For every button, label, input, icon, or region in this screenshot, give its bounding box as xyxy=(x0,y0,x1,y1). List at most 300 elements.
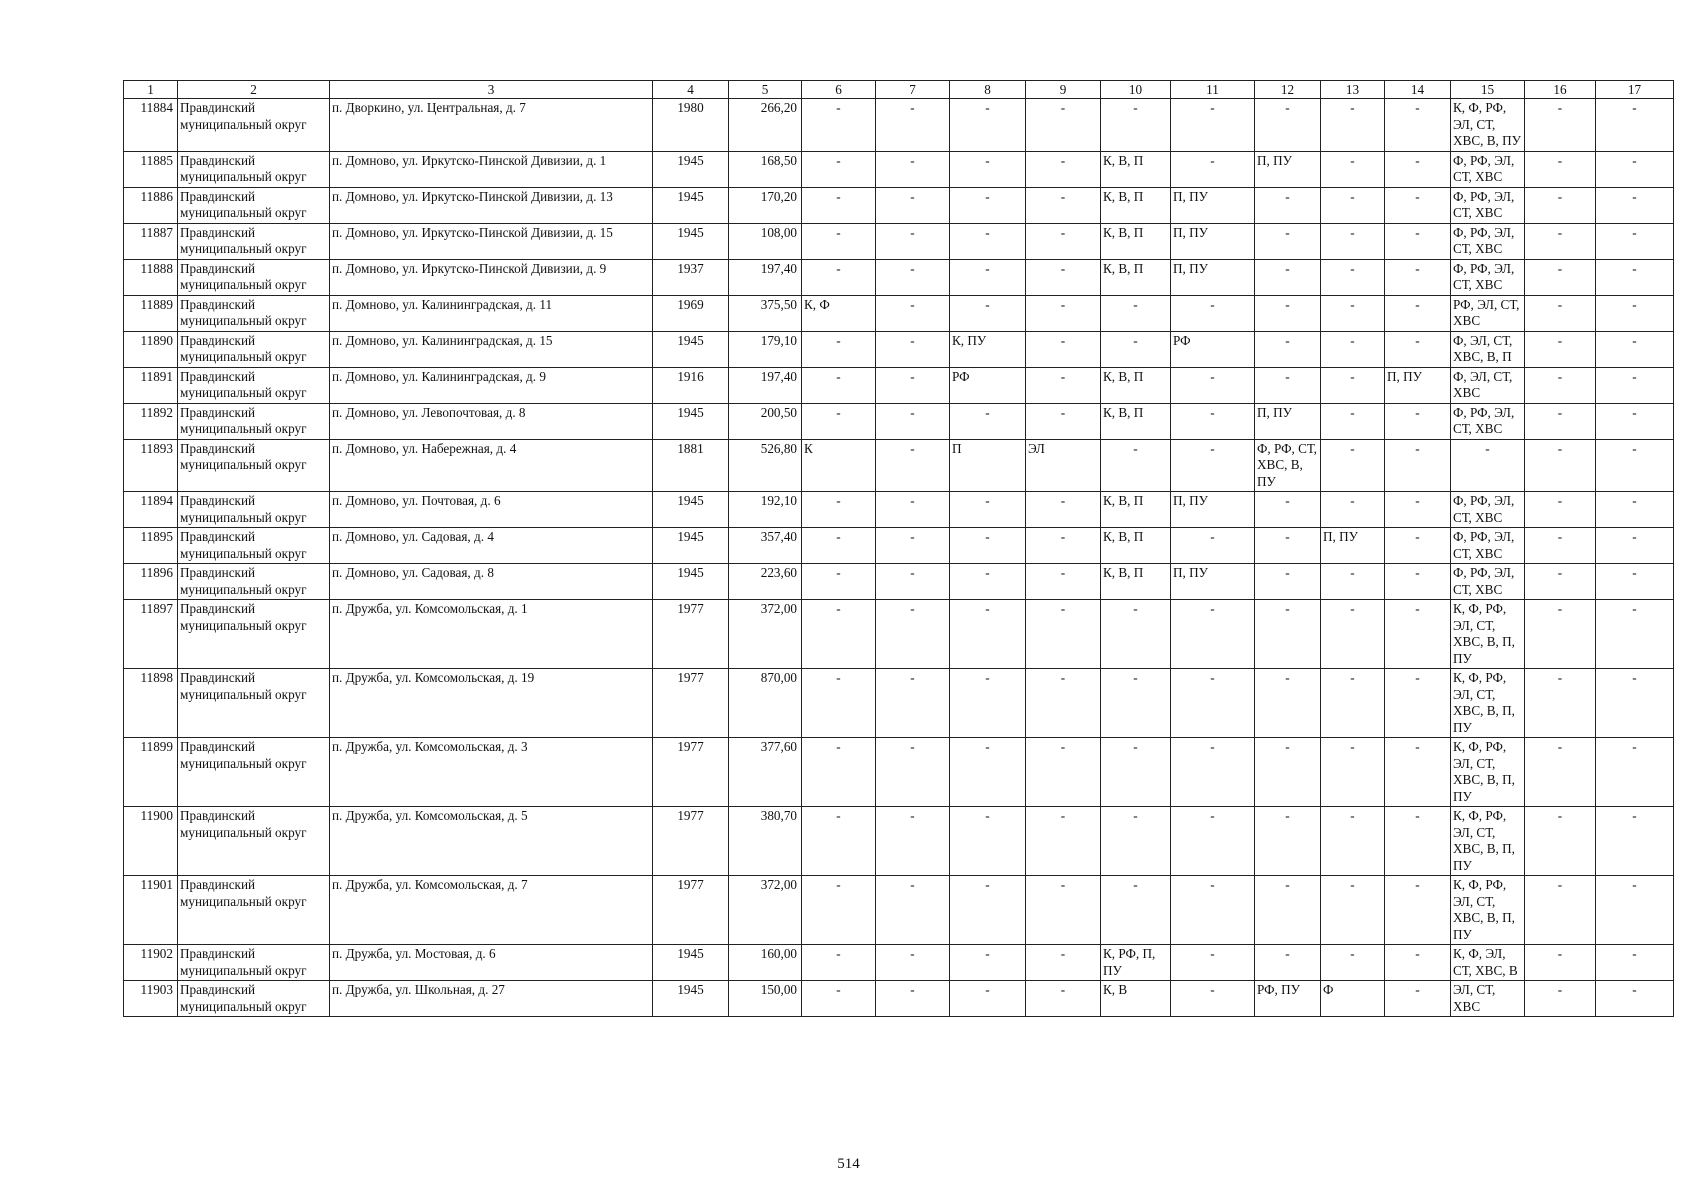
table-row xyxy=(124,981,1674,1017)
cell-col-2: Правдинский муниципальный округ xyxy=(178,439,330,492)
cell-col-9: - xyxy=(1026,403,1101,439)
cell-col-8: - xyxy=(950,295,1026,331)
cell-col-13: - xyxy=(1321,187,1385,223)
cell-col-12: - xyxy=(1255,331,1321,367)
cell-col-2: Правдинский муниципальный округ xyxy=(178,492,330,528)
cell-col-14: - xyxy=(1385,223,1451,259)
cell-col-2: Правдинский муниципальный округ xyxy=(178,528,330,564)
table-body xyxy=(124,99,1674,1017)
cell-col-14: - xyxy=(1385,669,1451,738)
cell-col-16: - xyxy=(1525,99,1596,152)
cell-col-1: 11892 xyxy=(124,403,178,439)
cell-col-12: - xyxy=(1255,367,1321,403)
cell-col-17: - xyxy=(1596,738,1674,807)
column-header-16: 16 xyxy=(1525,81,1596,99)
cell-col-9: - xyxy=(1026,259,1101,295)
cell-col-6: К, Ф xyxy=(802,295,876,331)
cell-col-6: - xyxy=(802,187,876,223)
cell-col-4: 1916 xyxy=(653,367,729,403)
cell-col-15: Ф, РФ, ЭЛ, СТ, ХВС xyxy=(1451,403,1525,439)
cell-col-9: - xyxy=(1026,151,1101,187)
cell-col-5: 372,00 xyxy=(729,600,802,669)
cell-col-17: - xyxy=(1596,223,1674,259)
cell-col-2: Правдинский муниципальный округ xyxy=(178,151,330,187)
cell-col-9: - xyxy=(1026,876,1101,945)
table-row xyxy=(124,738,1674,807)
cell-col-7: - xyxy=(876,981,950,1017)
cell-col-7: - xyxy=(876,528,950,564)
cell-col-11: - xyxy=(1171,738,1255,807)
cell-col-1: 11902 xyxy=(124,945,178,981)
cell-col-13: - xyxy=(1321,807,1385,876)
cell-col-11: - xyxy=(1171,981,1255,1017)
cell-col-8: - xyxy=(950,738,1026,807)
cell-col-2: Правдинский муниципальный округ xyxy=(178,669,330,738)
cell-col-11: РФ xyxy=(1171,331,1255,367)
cell-col-12: - xyxy=(1255,564,1321,600)
cell-col-17: - xyxy=(1596,669,1674,738)
cell-col-1: 11899 xyxy=(124,738,178,807)
header-row xyxy=(124,81,1674,99)
cell-col-11: П, ПУ xyxy=(1171,223,1255,259)
cell-col-13: Ф xyxy=(1321,981,1385,1017)
cell-col-15: К, Ф, РФ, ЭЛ, СТ, ХВС, В, П, ПУ xyxy=(1451,669,1525,738)
cell-col-16: - xyxy=(1525,439,1596,492)
cell-col-10: - xyxy=(1101,331,1171,367)
cell-col-12: - xyxy=(1255,187,1321,223)
cell-col-13: - xyxy=(1321,403,1385,439)
cell-col-15: ЭЛ, СТ, ХВС xyxy=(1451,981,1525,1017)
table-row xyxy=(124,807,1674,876)
cell-col-15: - xyxy=(1451,439,1525,492)
cell-col-11: П, ПУ xyxy=(1171,259,1255,295)
cell-col-1: 11896 xyxy=(124,564,178,600)
cell-col-3: п. Домново, ул. Калининградская, д. 11 xyxy=(330,295,653,331)
cell-col-10: К, В, П xyxy=(1101,187,1171,223)
cell-col-17: - xyxy=(1596,945,1674,981)
column-header-7: 7 xyxy=(876,81,950,99)
cell-col-4: 1977 xyxy=(653,669,729,738)
cell-col-5: 380,70 xyxy=(729,807,802,876)
cell-col-5: 179,10 xyxy=(729,331,802,367)
cell-col-13: - xyxy=(1321,259,1385,295)
cell-col-10: - xyxy=(1101,295,1171,331)
cell-col-17: - xyxy=(1596,403,1674,439)
column-header-1: 1 xyxy=(124,81,178,99)
column-header-5: 5 xyxy=(729,81,802,99)
register-table-container xyxy=(123,80,1673,1017)
cell-col-3: п. Дружба, ул. Комсомольская, д. 7 xyxy=(330,876,653,945)
cell-col-7: - xyxy=(876,738,950,807)
cell-col-17: - xyxy=(1596,151,1674,187)
cell-col-14: - xyxy=(1385,403,1451,439)
cell-col-6: - xyxy=(802,223,876,259)
cell-col-13: - xyxy=(1321,492,1385,528)
table-row xyxy=(124,99,1674,152)
cell-col-12: РФ, ПУ xyxy=(1255,981,1321,1017)
cell-col-4: 1945 xyxy=(653,403,729,439)
cell-col-17: - xyxy=(1596,367,1674,403)
cell-col-17: - xyxy=(1596,600,1674,669)
cell-col-17: - xyxy=(1596,876,1674,945)
cell-col-8: - xyxy=(950,223,1026,259)
cell-col-1: 11889 xyxy=(124,295,178,331)
cell-col-1: 11890 xyxy=(124,331,178,367)
cell-col-13: - xyxy=(1321,600,1385,669)
cell-col-7: - xyxy=(876,151,950,187)
cell-col-10: К, В, П xyxy=(1101,564,1171,600)
cell-col-1: 11886 xyxy=(124,187,178,223)
cell-col-9: - xyxy=(1026,564,1101,600)
cell-col-6: - xyxy=(802,669,876,738)
cell-col-14: - xyxy=(1385,807,1451,876)
cell-col-10: К, РФ, П, ПУ xyxy=(1101,945,1171,981)
cell-col-2: Правдинский муниципальный округ xyxy=(178,807,330,876)
table-header xyxy=(124,81,1674,99)
cell-col-10: - xyxy=(1101,439,1171,492)
cell-col-2: Правдинский муниципальный округ xyxy=(178,99,330,152)
cell-col-11: - xyxy=(1171,945,1255,981)
cell-col-3: п. Домново, ул. Садовая, д. 4 xyxy=(330,528,653,564)
cell-col-1: 11888 xyxy=(124,259,178,295)
cell-col-10: К, В, П xyxy=(1101,528,1171,564)
cell-col-10: - xyxy=(1101,738,1171,807)
cell-col-12: - xyxy=(1255,738,1321,807)
cell-col-16: - xyxy=(1525,151,1596,187)
cell-col-10: К, В, П xyxy=(1101,151,1171,187)
cell-col-12: П, ПУ xyxy=(1255,403,1321,439)
cell-col-13: - xyxy=(1321,367,1385,403)
cell-col-11: - xyxy=(1171,151,1255,187)
cell-col-16: - xyxy=(1525,403,1596,439)
cell-col-13: - xyxy=(1321,223,1385,259)
cell-col-16: - xyxy=(1525,223,1596,259)
cell-col-3: п. Домново, ул. Набережная, д. 4 xyxy=(330,439,653,492)
cell-col-3: п. Дружба, ул. Комсомольская, д. 5 xyxy=(330,807,653,876)
cell-col-7: - xyxy=(876,945,950,981)
cell-col-13: П, ПУ xyxy=(1321,528,1385,564)
cell-col-16: - xyxy=(1525,259,1596,295)
cell-col-3: п. Дружба, ул. Школьная, д. 27 xyxy=(330,981,653,1017)
cell-col-8: - xyxy=(950,564,1026,600)
cell-col-4: 1945 xyxy=(653,492,729,528)
cell-col-8: П xyxy=(950,439,1026,492)
table-row xyxy=(124,492,1674,528)
cell-col-16: - xyxy=(1525,367,1596,403)
cell-col-8: - xyxy=(950,807,1026,876)
table-row xyxy=(124,295,1674,331)
cell-col-6: - xyxy=(802,738,876,807)
column-header-15: 15 xyxy=(1451,81,1525,99)
cell-col-5: 223,60 xyxy=(729,564,802,600)
cell-col-11: - xyxy=(1171,600,1255,669)
cell-col-17: - xyxy=(1596,807,1674,876)
cell-col-17: - xyxy=(1596,187,1674,223)
cell-col-15: РФ, ЭЛ, СТ, ХВС xyxy=(1451,295,1525,331)
cell-col-10: - xyxy=(1101,600,1171,669)
cell-col-6: - xyxy=(802,367,876,403)
cell-col-6: - xyxy=(802,600,876,669)
cell-col-2: Правдинский муниципальный округ xyxy=(178,187,330,223)
cell-col-11: П, ПУ xyxy=(1171,564,1255,600)
cell-col-8: - xyxy=(950,669,1026,738)
cell-col-7: - xyxy=(876,295,950,331)
cell-col-17: - xyxy=(1596,564,1674,600)
cell-col-9: - xyxy=(1026,187,1101,223)
cell-col-6: - xyxy=(802,99,876,152)
cell-col-15: Ф, РФ, ЭЛ, СТ, ХВС xyxy=(1451,187,1525,223)
table-row xyxy=(124,876,1674,945)
cell-col-14: - xyxy=(1385,492,1451,528)
cell-col-9: - xyxy=(1026,600,1101,669)
register-table xyxy=(123,80,1674,1017)
cell-col-1: 11891 xyxy=(124,367,178,403)
cell-col-5: 197,40 xyxy=(729,367,802,403)
cell-col-15: К, Ф, РФ, ЭЛ, СТ, ХВС, В, П, ПУ xyxy=(1451,807,1525,876)
cell-col-2: Правдинский муниципальный округ xyxy=(178,403,330,439)
cell-col-12: - xyxy=(1255,807,1321,876)
cell-col-4: 1945 xyxy=(653,981,729,1017)
table-row xyxy=(124,600,1674,669)
cell-col-16: - xyxy=(1525,295,1596,331)
cell-col-10: - xyxy=(1101,807,1171,876)
cell-col-7: - xyxy=(876,367,950,403)
cell-col-7: - xyxy=(876,403,950,439)
cell-col-6: - xyxy=(802,151,876,187)
cell-col-3: п. Домново, ул. Калининградская, д. 9 xyxy=(330,367,653,403)
cell-col-4: 1945 xyxy=(653,331,729,367)
cell-col-6: - xyxy=(802,807,876,876)
cell-col-4: 1977 xyxy=(653,738,729,807)
cell-col-9: - xyxy=(1026,295,1101,331)
cell-col-2: Правдинский муниципальный округ xyxy=(178,945,330,981)
cell-col-8: - xyxy=(950,492,1026,528)
cell-col-16: - xyxy=(1525,981,1596,1017)
cell-col-15: Ф, ЭЛ, СТ, ХВС xyxy=(1451,367,1525,403)
cell-col-3: п. Дружба, ул. Комсомольская, д. 19 xyxy=(330,669,653,738)
cell-col-14: - xyxy=(1385,564,1451,600)
cell-col-7: - xyxy=(876,669,950,738)
cell-col-12: - xyxy=(1255,223,1321,259)
cell-col-7: - xyxy=(876,439,950,492)
cell-col-10: К, В, П xyxy=(1101,367,1171,403)
cell-col-16: - xyxy=(1525,492,1596,528)
cell-col-9: ЭЛ xyxy=(1026,439,1101,492)
cell-col-12: Ф, РФ, СТ, ХВС, В, ПУ xyxy=(1255,439,1321,492)
cell-col-3: п. Домново, ул. Левопочтовая, д. 8 xyxy=(330,403,653,439)
cell-col-2: Правдинский муниципальный округ xyxy=(178,295,330,331)
cell-col-9: - xyxy=(1026,367,1101,403)
page-number: 514 xyxy=(837,1156,860,1172)
cell-col-13: - xyxy=(1321,439,1385,492)
cell-col-17: - xyxy=(1596,331,1674,367)
cell-col-4: 1977 xyxy=(653,600,729,669)
cell-col-8: - xyxy=(950,528,1026,564)
cell-col-3: п. Домново, ул. Иркутско-Пинской Дивизии, д. 9 xyxy=(330,259,653,295)
cell-col-6: - xyxy=(802,403,876,439)
cell-col-13: - xyxy=(1321,876,1385,945)
cell-col-4: 1945 xyxy=(653,564,729,600)
cell-col-14: - xyxy=(1385,528,1451,564)
cell-col-14: - xyxy=(1385,945,1451,981)
cell-col-3: п. Дворкино, ул. Центральная, д. 7 xyxy=(330,99,653,152)
column-header-9: 9 xyxy=(1026,81,1101,99)
cell-col-14: - xyxy=(1385,600,1451,669)
cell-col-14: - xyxy=(1385,331,1451,367)
cell-col-5: 526,80 xyxy=(729,439,802,492)
cell-col-1: 11894 xyxy=(124,492,178,528)
cell-col-11: - xyxy=(1171,403,1255,439)
cell-col-16: - xyxy=(1525,669,1596,738)
cell-col-4: 1945 xyxy=(653,151,729,187)
cell-col-13: - xyxy=(1321,331,1385,367)
cell-col-7: - xyxy=(876,259,950,295)
cell-col-15: Ф, РФ, ЭЛ, СТ, ХВС xyxy=(1451,492,1525,528)
cell-col-6: - xyxy=(802,876,876,945)
cell-col-10: К, В, П xyxy=(1101,259,1171,295)
column-header-13: 13 xyxy=(1321,81,1385,99)
cell-col-14: - xyxy=(1385,259,1451,295)
cell-col-14: - xyxy=(1385,738,1451,807)
cell-col-6: - xyxy=(802,528,876,564)
table-row xyxy=(124,223,1674,259)
cell-col-8: - xyxy=(950,99,1026,152)
cell-col-5: 200,50 xyxy=(729,403,802,439)
cell-col-2: Правдинский муниципальный округ xyxy=(178,600,330,669)
cell-col-2: Правдинский муниципальный округ xyxy=(178,367,330,403)
cell-col-16: - xyxy=(1525,738,1596,807)
cell-col-12: - xyxy=(1255,528,1321,564)
cell-col-1: 11887 xyxy=(124,223,178,259)
cell-col-3: п. Домново, ул. Иркутско-Пинской Дивизии, д. 1 xyxy=(330,151,653,187)
cell-col-11: - xyxy=(1171,439,1255,492)
cell-col-15: Ф, ЭЛ, СТ, ХВС, В, П xyxy=(1451,331,1525,367)
cell-col-15: Ф, РФ, ЭЛ, СТ, ХВС xyxy=(1451,151,1525,187)
cell-col-3: п. Домново, ул. Иркутско-Пинской Дивизии, д. 15 xyxy=(330,223,653,259)
cell-col-7: - xyxy=(876,187,950,223)
cell-col-8: - xyxy=(950,981,1026,1017)
cell-col-10: - xyxy=(1101,669,1171,738)
cell-col-8: - xyxy=(950,876,1026,945)
cell-col-1: 11901 xyxy=(124,876,178,945)
cell-col-14: - xyxy=(1385,99,1451,152)
cell-col-7: - xyxy=(876,876,950,945)
cell-col-9: - xyxy=(1026,99,1101,152)
cell-col-10: - xyxy=(1101,99,1171,152)
column-header-14: 14 xyxy=(1385,81,1451,99)
cell-col-17: - xyxy=(1596,492,1674,528)
cell-col-10: К, В xyxy=(1101,981,1171,1017)
cell-col-8: - xyxy=(950,151,1026,187)
table-row xyxy=(124,187,1674,223)
column-header-6: 6 xyxy=(802,81,876,99)
cell-col-16: - xyxy=(1525,528,1596,564)
cell-col-6: - xyxy=(802,945,876,981)
column-header-17: 17 xyxy=(1596,81,1674,99)
cell-col-16: - xyxy=(1525,600,1596,669)
cell-col-15: К, Ф, РФ, ЭЛ, СТ, ХВС, В, П, ПУ xyxy=(1451,738,1525,807)
cell-col-5: 266,20 xyxy=(729,99,802,152)
cell-col-12: - xyxy=(1255,99,1321,152)
cell-col-12: - xyxy=(1255,669,1321,738)
cell-col-11: - xyxy=(1171,807,1255,876)
table-row xyxy=(124,331,1674,367)
column-header-8: 8 xyxy=(950,81,1026,99)
cell-col-16: - xyxy=(1525,945,1596,981)
cell-col-14: П, ПУ xyxy=(1385,367,1451,403)
cell-col-10: К, В, П xyxy=(1101,492,1171,528)
cell-col-2: Правдинский муниципальный округ xyxy=(178,259,330,295)
cell-col-6: - xyxy=(802,564,876,600)
cell-col-6: - xyxy=(802,492,876,528)
cell-col-5: 375,50 xyxy=(729,295,802,331)
cell-col-11: - xyxy=(1171,669,1255,738)
cell-col-4: 1937 xyxy=(653,259,729,295)
cell-col-6: - xyxy=(802,331,876,367)
cell-col-3: п. Домново, ул. Почтовая, д. 6 xyxy=(330,492,653,528)
cell-col-5: 168,50 xyxy=(729,151,802,187)
cell-col-5: 108,00 xyxy=(729,223,802,259)
cell-col-15: Ф, РФ, ЭЛ, СТ, ХВС xyxy=(1451,528,1525,564)
table-row xyxy=(124,403,1674,439)
cell-col-2: Правдинский муниципальный округ xyxy=(178,223,330,259)
cell-col-9: - xyxy=(1026,669,1101,738)
column-header-2: 2 xyxy=(178,81,330,99)
cell-col-7: - xyxy=(876,807,950,876)
cell-col-7: - xyxy=(876,492,950,528)
cell-col-9: - xyxy=(1026,331,1101,367)
cell-col-6: - xyxy=(802,259,876,295)
cell-col-8: К, ПУ xyxy=(950,331,1026,367)
cell-col-8: РФ xyxy=(950,367,1026,403)
column-header-3: 3 xyxy=(330,81,653,99)
cell-col-4: 1945 xyxy=(653,528,729,564)
cell-col-11: - xyxy=(1171,295,1255,331)
cell-col-8: - xyxy=(950,403,1026,439)
cell-col-1: 11898 xyxy=(124,669,178,738)
cell-col-15: Ф, РФ, ЭЛ, СТ, ХВС xyxy=(1451,564,1525,600)
cell-col-11: - xyxy=(1171,528,1255,564)
cell-col-13: - xyxy=(1321,99,1385,152)
cell-col-9: - xyxy=(1026,945,1101,981)
cell-col-14: - xyxy=(1385,295,1451,331)
cell-col-15: К, Ф, ЭЛ, СТ, ХВС, В xyxy=(1451,945,1525,981)
cell-col-4: 1980 xyxy=(653,99,729,152)
table-row xyxy=(124,669,1674,738)
cell-col-17: - xyxy=(1596,528,1674,564)
cell-col-1: 11895 xyxy=(124,528,178,564)
cell-col-7: - xyxy=(876,564,950,600)
cell-col-6: К xyxy=(802,439,876,492)
cell-col-1: 11897 xyxy=(124,600,178,669)
cell-col-1: 11885 xyxy=(124,151,178,187)
cell-col-5: 150,00 xyxy=(729,981,802,1017)
cell-col-12: - xyxy=(1255,259,1321,295)
cell-col-16: - xyxy=(1525,807,1596,876)
cell-col-13: - xyxy=(1321,669,1385,738)
cell-col-11: П, ПУ xyxy=(1171,492,1255,528)
table-row xyxy=(124,259,1674,295)
cell-col-3: п. Дружба, ул. Комсомольская, д. 3 xyxy=(330,738,653,807)
cell-col-4: 1969 xyxy=(653,295,729,331)
cell-col-4: 1881 xyxy=(653,439,729,492)
cell-col-8: - xyxy=(950,600,1026,669)
cell-col-7: - xyxy=(876,331,950,367)
cell-col-7: - xyxy=(876,600,950,669)
cell-col-16: - xyxy=(1525,564,1596,600)
cell-col-2: Правдинский муниципальный округ xyxy=(178,738,330,807)
cell-col-8: - xyxy=(950,187,1026,223)
